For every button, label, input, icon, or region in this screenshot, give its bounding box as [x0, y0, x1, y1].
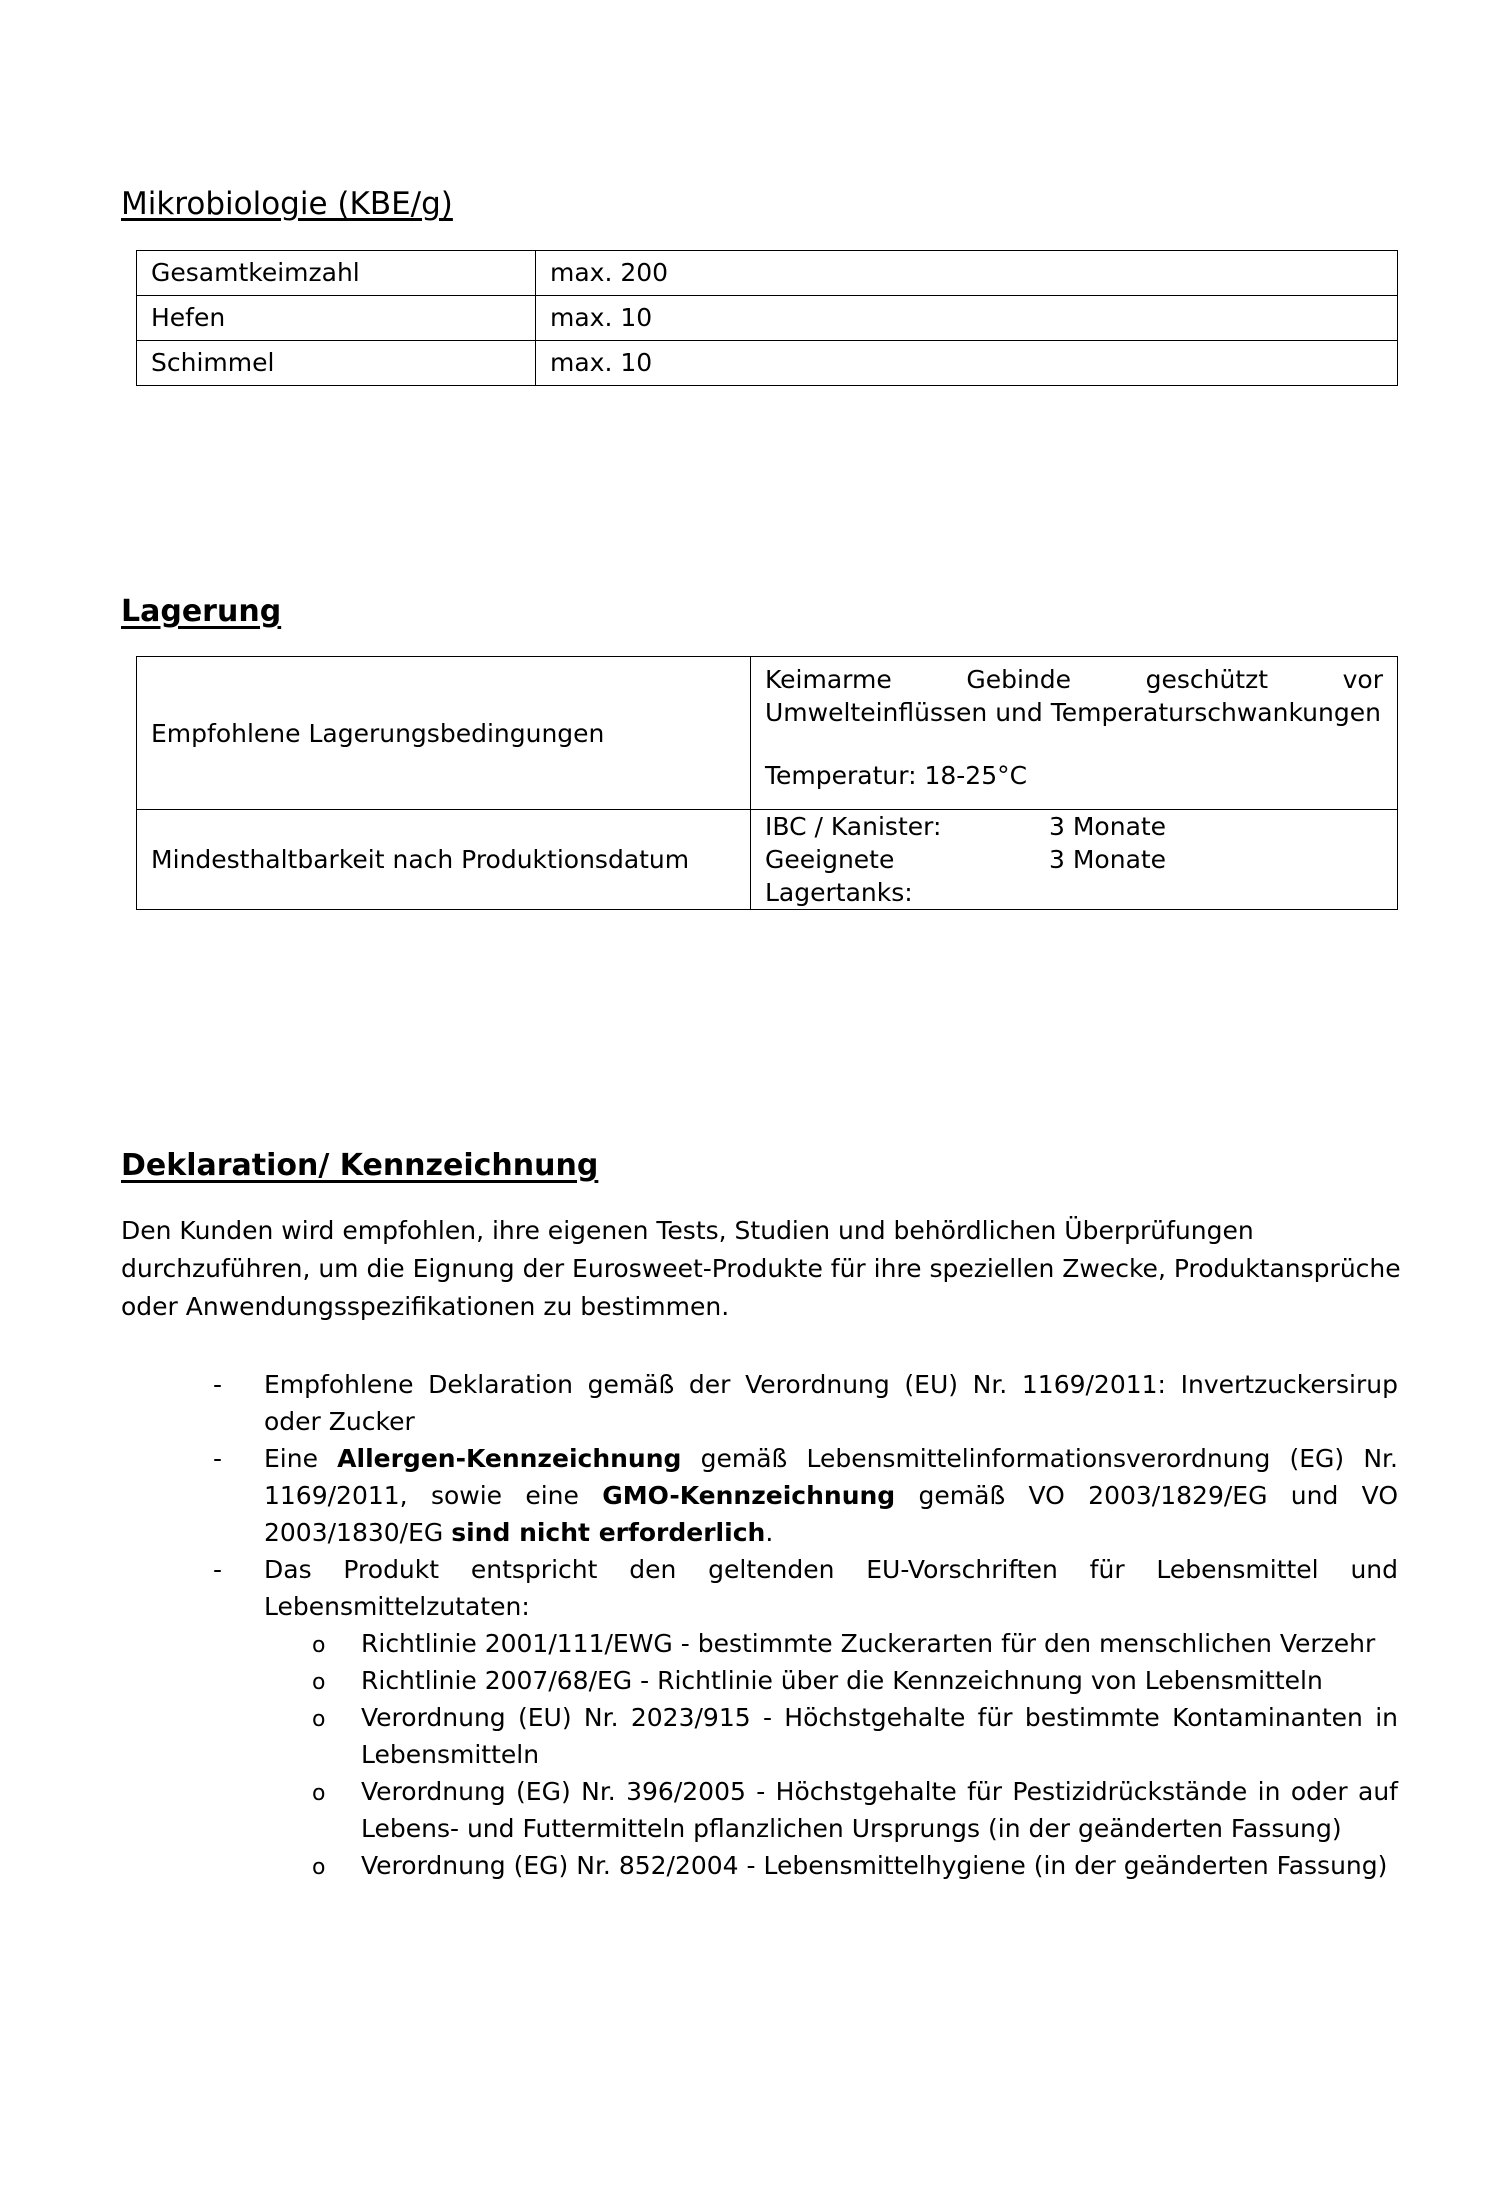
regulation-text: Richtlinie 2007/68/EG - Richtlinie über die Kennzeichnung von Lebensmitteln	[361, 1666, 1323, 1695]
list-item-text: Empfohlene Deklaration gemäß der Verordnung (EU) Nr. 1169/2011: Invertzuckersirup oder Zucker	[264, 1370, 1398, 1436]
lagerung-label: Empfohlene Lagerungsbedingungen	[137, 657, 751, 810]
circle-bullet: o	[312, 1707, 326, 1732]
table-row	[137, 657, 1398, 810]
deklaration-intro: Den Kunden wird empfohlen, ihre eigenen Tests, Studien und behördlichen Überprüfungen durchzuführen, um die Eignung der Eurosweet-Produkte für ihre speziellen Zwecke, Produktansprüche oder Anwendungsspezifikationen zu bestimmen.	[121, 1216, 1401, 1321]
list-item-text: .	[765, 1518, 774, 1547]
table-row	[137, 810, 1398, 910]
micro-label: Schimmel	[137, 341, 536, 386]
micro-value: max. 10	[536, 341, 1398, 386]
micro-label: Hefen	[137, 296, 536, 341]
table-row	[137, 341, 1398, 386]
circle-bullet: o	[312, 1781, 326, 1806]
lagerung-conditions-text: Keimarme Gebinde geschützt vor Umwelteinflüssen und Temperaturschwankungen	[765, 665, 1383, 727]
shelf-life-value: 3 Monate	[1049, 845, 1167, 874]
list-item-text: Das Produkt entspricht den geltenden EU-Vorschriften für Lebensmittel und Lebensmittelzutaten:	[264, 1555, 1398, 1621]
micro-label: Gesamtkeimzahl	[137, 251, 536, 296]
regulation-text: Verordnung (EG) Nr. 396/2005 - Höchstgehalte für Pestizidrückstände in oder auf Lebens- und Futtermitteln pflanzlichen Ursprungs (in der geänderten Fassung)	[361, 1777, 1398, 1843]
list-item	[121, 1366, 1398, 1440]
regulation-text: Verordnung (EU) Nr. 2023/915 - Höchstgehalte für bestimmte Kontaminanten in Lebensmitteln	[361, 1703, 1398, 1769]
table-row	[137, 296, 1398, 341]
lagerung-conditions	[751, 657, 1398, 810]
lagerung-table	[136, 656, 1398, 910]
regulation-item	[264, 1625, 1398, 1662]
regulation-text: Richtlinie 2001/111/EWG - bestimmte Zuckerarten für den menschlichen Verzehr	[361, 1629, 1376, 1658]
circle-bullet: o	[312, 1855, 326, 1880]
regulation-text: Verordnung (EG) Nr. 852/2004 - Lebensmittelhygiene (in der geänderten Fassung)	[361, 1851, 1388, 1880]
dash-bullet: -	[213, 1444, 223, 1473]
not-required-label: sind nicht erforderlich	[451, 1518, 766, 1547]
allergen-label: Allergen-Kennzeichnung	[337, 1444, 682, 1473]
dash-bullet: -	[213, 1370, 223, 1399]
micro-value: max. 200	[536, 251, 1398, 296]
deklaration-heading: Deklaration/ Kennzeichnung	[121, 1148, 599, 1183]
dash-bullet: -	[213, 1555, 223, 1584]
list-item-text: gemäß Lebensmittelinformationsverordnung (EG) Nr. 1169/2011, sowie eine	[264, 1444, 1398, 1510]
shelf-life-item	[765, 810, 1383, 843]
gmo-label: GMO-Kennzeichnung	[602, 1481, 896, 1510]
lagerung-shelf-life	[751, 810, 1398, 910]
regulation-item	[264, 1662, 1398, 1699]
micro-table	[136, 250, 1398, 386]
circle-bullet: o	[312, 1633, 326, 1658]
lagerung-temperature: Temperatur: 18-25°C	[765, 761, 1028, 790]
lagerung-heading: Lagerung	[121, 594, 282, 629]
list-item-text: gemäß VO 2003/1829/EG und VO 2003/1830/EG	[264, 1481, 1398, 1547]
deklaration-list	[121, 1366, 1398, 1884]
regulation-list	[264, 1625, 1398, 1884]
circle-bullet: o	[312, 1670, 326, 1695]
shelf-life-key: Geeignete Lagertanks:	[765, 845, 913, 907]
shelf-life-key: IBC / Kanister:	[765, 812, 942, 841]
shelf-life-value: 3 Monate	[1049, 812, 1167, 841]
shelf-life-item	[765, 843, 1383, 909]
list-item-text: Eine	[264, 1444, 338, 1473]
micro-heading: Mikrobiologie (KBE/g)	[121, 186, 453, 222]
micro-value: max. 10	[536, 296, 1398, 341]
regulation-item	[264, 1773, 1398, 1847]
list-item	[121, 1440, 1398, 1551]
regulation-item	[264, 1699, 1398, 1773]
regulation-item	[264, 1847, 1398, 1884]
lagerung-label: Mindesthaltbarkeit nach Produktionsdatum	[137, 810, 751, 910]
table-row	[137, 251, 1398, 296]
list-item	[121, 1551, 1398, 1884]
